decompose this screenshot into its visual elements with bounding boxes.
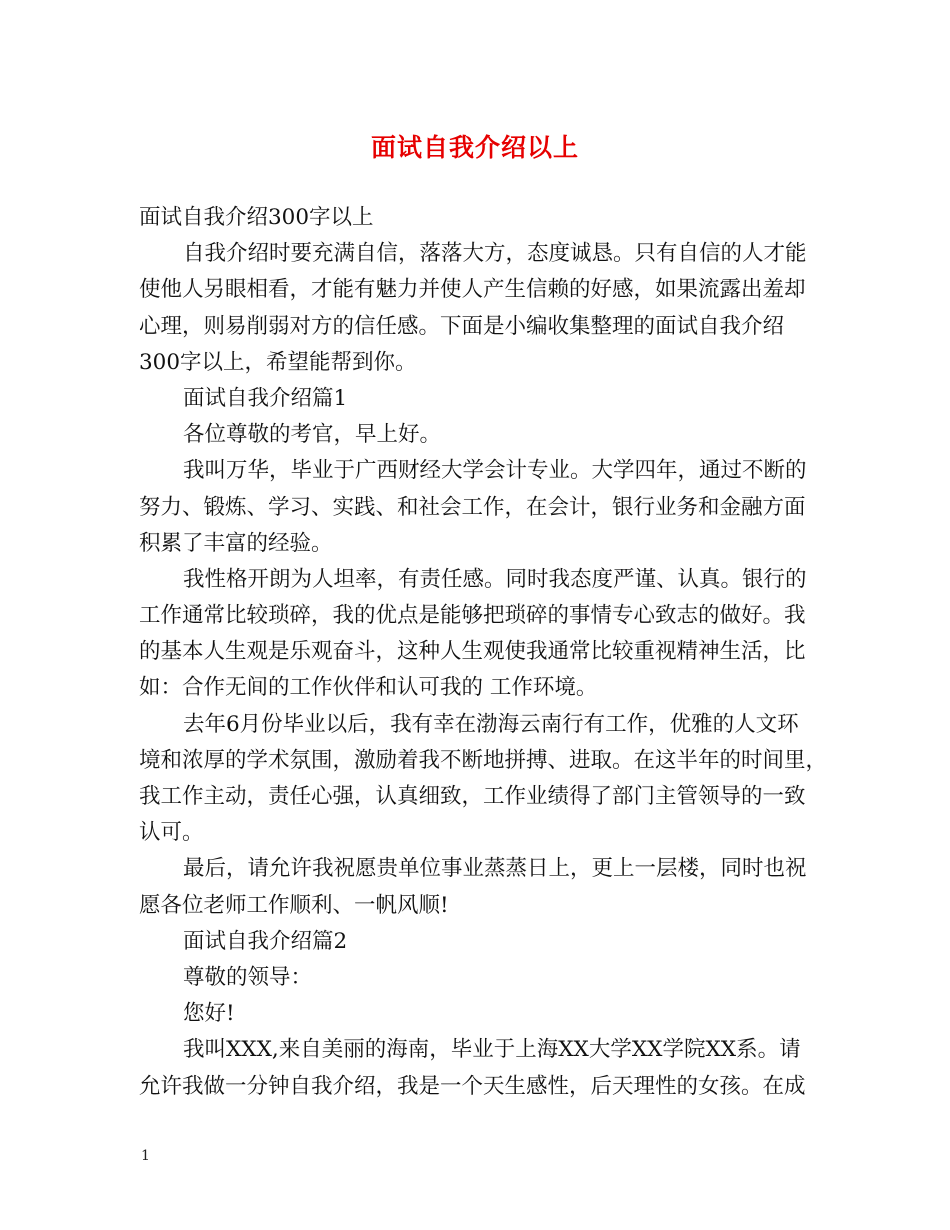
text-line: 境和浓厚的学术氛围，激励着我不断地拼搏、进取。在这半年的时间里，	[139, 747, 828, 773]
text-line: 我工作主动，责任心强，认真细致，工作业绩得了部门主管领导的一致	[139, 784, 806, 809]
text-line: 尊敬的领导：	[183, 964, 313, 990]
text-line: 去年6月份毕业以后，我有幸在渤海云南行有工作，优雅的人文环	[183, 711, 799, 737]
text-line: 面试自我介绍篇1	[183, 385, 348, 411]
page-number: 1	[141, 1148, 150, 1164]
document-body	[139, 200, 828, 1105]
text-line: 工作通常比较琐碎，我的优点是能够把琐碎的事情专心致志的做好。我	[139, 603, 806, 629]
text-line: 最后，请允许我祝愿贵单位事业蒸蒸日上，更上一层楼，同时也祝	[183, 856, 807, 882]
text-line: 面试自我介绍300字以上	[139, 205, 374, 230]
text-line: 300字以上，希望能帮到你。	[139, 349, 417, 375]
text-line: 的基本人生观是乐观奋斗，这种人生观使我通常比较重视精神生活，比	[139, 639, 806, 665]
text-line: 使他人另眼相看，才能有魅力并使人产生信赖的好感，如果流露出羞却	[139, 277, 806, 303]
text-line: 我性格开朗为人坦率，有责任感。同时我态度严谨、认真。银行的	[183, 566, 807, 592]
text-line: 我叫XXX,来自美丽的海南，毕业于上海XX大学XX学院XX系。请	[183, 1037, 801, 1063]
text-line: 您好!	[183, 1001, 235, 1027]
text-line: 努力、锻炼、学习、实践、和社会工作，在会计，银行业务和金融方面	[139, 494, 806, 520]
text-line: 愿各位老师工作顺利、一帆风顺!	[139, 892, 449, 918]
document-title: 面试自我介绍以上	[370, 133, 579, 162]
text-line: 各位尊敬的考官，早上好。	[183, 422, 442, 448]
text-line: 允许我做一分钟自我介绍，我是一个天生感性，后天理性的女孩。在成	[139, 1073, 806, 1099]
text-line: 认可。	[139, 820, 204, 846]
text-line: 心理，则易削弱对方的信任感。下面是小编收集整理的面试自我介绍	[139, 313, 785, 339]
text-line: 我叫万华，毕业于广西财经大学会计专业。大学四年，通过不断的	[183, 458, 807, 484]
text-line: 如：合作无间的工作伙伴和认可我的 工作环境。	[139, 675, 598, 701]
text-line: 积累了丰富的经验。	[139, 530, 333, 556]
text-line: 面试自我介绍篇2	[183, 928, 348, 954]
text-line: 自我介绍时要充满自信，落落大方，态度诚恳。只有自信的人才能	[183, 241, 807, 267]
